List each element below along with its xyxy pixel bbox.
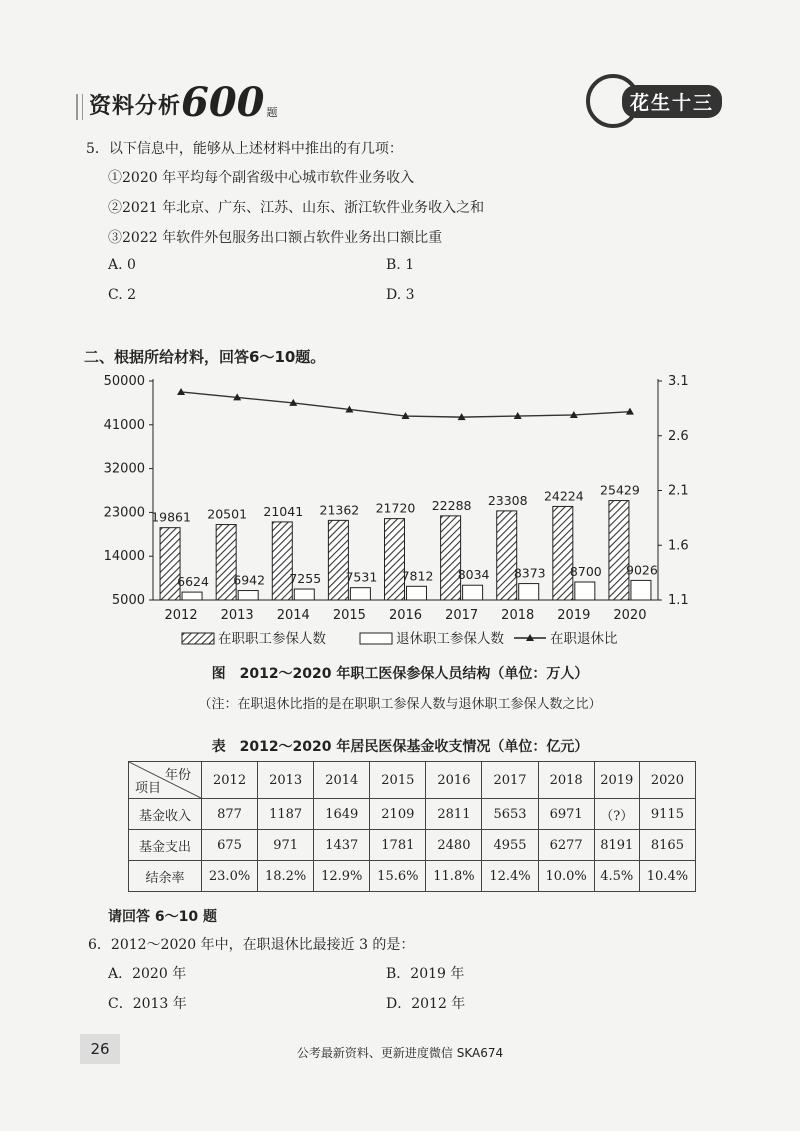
table-cell: 1649 (314, 799, 370, 830)
bar-active-workers (609, 501, 629, 600)
table-cell: 877 (202, 799, 258, 830)
right-axis-tick-label: 2.6 (668, 428, 689, 444)
section-2-title: 二、根据所给材料，回答6～10题。 (84, 348, 326, 366)
bar-active-label: 23308 (487, 492, 528, 508)
table-cell: 15.6% (370, 861, 426, 892)
left-axis-tick-label: 14000 (103, 549, 145, 565)
question-6-stem: 6．2012～2020 年中，在职退休比最接近 3 的是： (88, 937, 415, 953)
legend-label-active: 在职职工参保人数 (218, 631, 326, 647)
table-cell: 8191 (594, 830, 639, 861)
bar-active-label: 21041 (263, 503, 304, 519)
bar-retired-workers (631, 580, 651, 600)
year-header: 2020 (639, 762, 695, 799)
bar-active-workers (385, 519, 405, 600)
bar-retired-label: 6624 (177, 574, 209, 590)
bar-retired-workers (519, 584, 539, 600)
table-cell: 10.0% (538, 861, 594, 892)
legend-swatch-active (182, 633, 214, 644)
ratio-point (177, 388, 185, 395)
year-header: 2016 (426, 762, 482, 799)
page-number: 26 (80, 1034, 120, 1064)
x-axis-tick-label: 2018 (501, 608, 535, 623)
question-5-option-d[interactable]: D. 3 (386, 287, 415, 303)
year-header: 2015 (370, 762, 426, 799)
corner-bottom-label: 项目 (135, 781, 162, 796)
row-label: 基金收入 (129, 799, 202, 830)
table-cell: 12.9% (314, 861, 370, 892)
x-axis-tick-label: 2013 (220, 608, 254, 623)
book-title-number: 600 (181, 79, 265, 126)
bar-retired-label: 7531 (345, 569, 378, 585)
bar-retired-label: 9026 (626, 562, 658, 578)
corner-top-label: 年份 (164, 768, 191, 783)
question-5-option-a[interactable]: A. 0 (108, 257, 136, 273)
fund-table (128, 761, 696, 892)
year-header: 2012 (202, 762, 258, 799)
right-axis-tick-label: 2.1 (668, 483, 689, 499)
bar-active-workers (216, 525, 236, 600)
legend-swatch-retired (360, 633, 392, 644)
row-label: 基金支出 (129, 830, 202, 861)
bar-retired-workers (238, 591, 258, 600)
left-axis-tick-label: 23000 (103, 505, 145, 521)
table-cell: 11.8% (426, 861, 482, 892)
year-header: 2014 (314, 762, 370, 799)
table-cell: 2811 (426, 799, 482, 830)
table-cell: 675 (202, 830, 258, 861)
book-title (76, 79, 278, 126)
table-cell: 4955 (482, 830, 538, 861)
bar-active-workers (553, 506, 573, 600)
table-cell: 5653 (482, 799, 538, 830)
bar-active-label: 25429 (600, 482, 640, 498)
left-axis-tick-label: 41000 (103, 417, 145, 433)
right-axis-tick-label: 3.1 (668, 374, 689, 389)
bar-retired-workers (575, 582, 595, 600)
bar-retired-label: 7255 (289, 571, 322, 587)
bar-retired-label: 6942 (233, 572, 266, 588)
legend-label-retired: 退休职工参保人数 (396, 631, 504, 647)
table-cell: （?） (594, 799, 639, 830)
table-cell: 10.4% (639, 861, 695, 892)
table-cell: 971 (258, 830, 314, 861)
table-row (129, 861, 696, 892)
bar-retired-workers (407, 586, 427, 600)
bar-retired-label: 7812 (401, 568, 434, 584)
left-axis-tick-label: 5000 (111, 593, 145, 608)
table-cell: 6277 (538, 830, 594, 861)
bar-retired-workers (350, 588, 370, 600)
header-mark (76, 94, 83, 120)
logo-text: 花生十三 (622, 85, 722, 118)
x-axis-tick-label: 2019 (557, 608, 591, 623)
bar-active-workers (160, 528, 180, 600)
year-header: 2013 (258, 762, 314, 799)
x-axis-tick-label: 2017 (445, 608, 479, 623)
book-title-text: 资料分析 (89, 94, 182, 119)
left-axis-tick-label: 50000 (103, 374, 145, 389)
x-axis-tick-label: 2016 (388, 608, 423, 623)
table-header-row (129, 762, 696, 799)
prompt-text: 请回答 6～10 题 (108, 909, 217, 925)
question-6-option-b[interactable]: B．2019 年 (386, 966, 465, 982)
question-6-option-c[interactable]: C．2013 年 (108, 996, 187, 1012)
footer-text: 公考最新资料、更新进度微信 SKA674 (296, 1046, 504, 1060)
table-cell: 1781 (370, 830, 426, 861)
table-cell: 4.5% (594, 861, 639, 892)
bar-active-workers (497, 511, 517, 600)
left-axis-tick-label: 32000 (103, 461, 145, 477)
insurance-structure-chart (90, 366, 710, 661)
bar-active-workers (328, 520, 348, 600)
table-cell: 8165 (639, 830, 695, 861)
bar-active-label: 21720 (375, 500, 416, 516)
right-axis-tick-label: 1.1 (668, 593, 689, 608)
bar-active-label: 24224 (543, 488, 584, 504)
bar-retired-label: 8034 (457, 567, 490, 583)
question-5-item-1: ①2020 年平均每个副省级中心城市软件业务收入 (108, 170, 415, 186)
table-cell: 18.2% (258, 861, 314, 892)
x-axis-tick-label: 2014 (276, 608, 310, 623)
year-header: 2018 (538, 762, 594, 799)
publisher-logo (586, 74, 722, 128)
x-axis-tick-label: 2015 (332, 608, 366, 623)
question-5-item-3: ③2022 年软件外包服务出口额占软件业务出口额比重 (108, 230, 443, 246)
table-cell: 2480 (426, 830, 482, 861)
bar-retired-workers (463, 585, 483, 600)
table-title: 表 2012～2020 年居民医保基金收支情况（单位：亿元） (211, 739, 589, 755)
bar-retired-label: 8373 (513, 565, 546, 581)
bar-active-workers (441, 516, 461, 600)
table-cell: 23.0% (202, 861, 258, 892)
bar-active-label: 22288 (431, 497, 472, 513)
table-cell: 2109 (370, 799, 426, 830)
table-cell: 6971 (538, 799, 594, 830)
legend-label-ratio: 在职退休比 (550, 631, 618, 647)
chart-caption: 图 2012～2020 年职工医保参保人员结构（单位：万人） (211, 666, 589, 682)
year-header: 2017 (482, 762, 538, 799)
question-5-option-c[interactable]: C. 2 (108, 287, 137, 303)
chart-note: （注：在职退休比指的是在职职工参保人数与退休职工参保人数之比） (198, 697, 602, 712)
table-cell: 1187 (258, 799, 314, 830)
row-label: 结余率 (129, 861, 202, 892)
question-6-option-a[interactable]: A．2020 年 (108, 966, 187, 982)
table-row (129, 799, 696, 830)
bar-active-label: 21362 (319, 502, 360, 518)
bar-retired-workers (294, 589, 314, 600)
table-cell: 1437 (314, 830, 370, 861)
table-corner-cell (129, 762, 202, 799)
year-header: 2019 (594, 762, 639, 799)
question-5-item-2: ②2021 年北京、广东、江苏、山东、浙江软件业务收入之和 (108, 200, 485, 216)
bar-active-workers (272, 522, 292, 600)
book-title-suffix: 题 (266, 106, 278, 119)
right-axis-tick-label: 1.6 (668, 538, 689, 554)
x-axis-tick-label: 2012 (164, 608, 198, 623)
question-6-option-d[interactable]: D．2012 年 (386, 996, 466, 1012)
table-cell: 9115 (639, 799, 695, 830)
question-5-option-b[interactable]: B. 1 (386, 257, 415, 273)
bar-retired-workers (182, 592, 202, 600)
bar-active-label: 20501 (207, 506, 248, 522)
table-row (129, 830, 696, 861)
bar-active-label: 19861 (151, 509, 191, 525)
x-axis-tick-label: 2020 (613, 608, 647, 623)
question-5-stem: 5．以下信息中，能够从上述材料中推出的有几项： (86, 141, 403, 157)
bar-retired-label: 8700 (569, 563, 602, 579)
table-cell: 12.4% (482, 861, 538, 892)
